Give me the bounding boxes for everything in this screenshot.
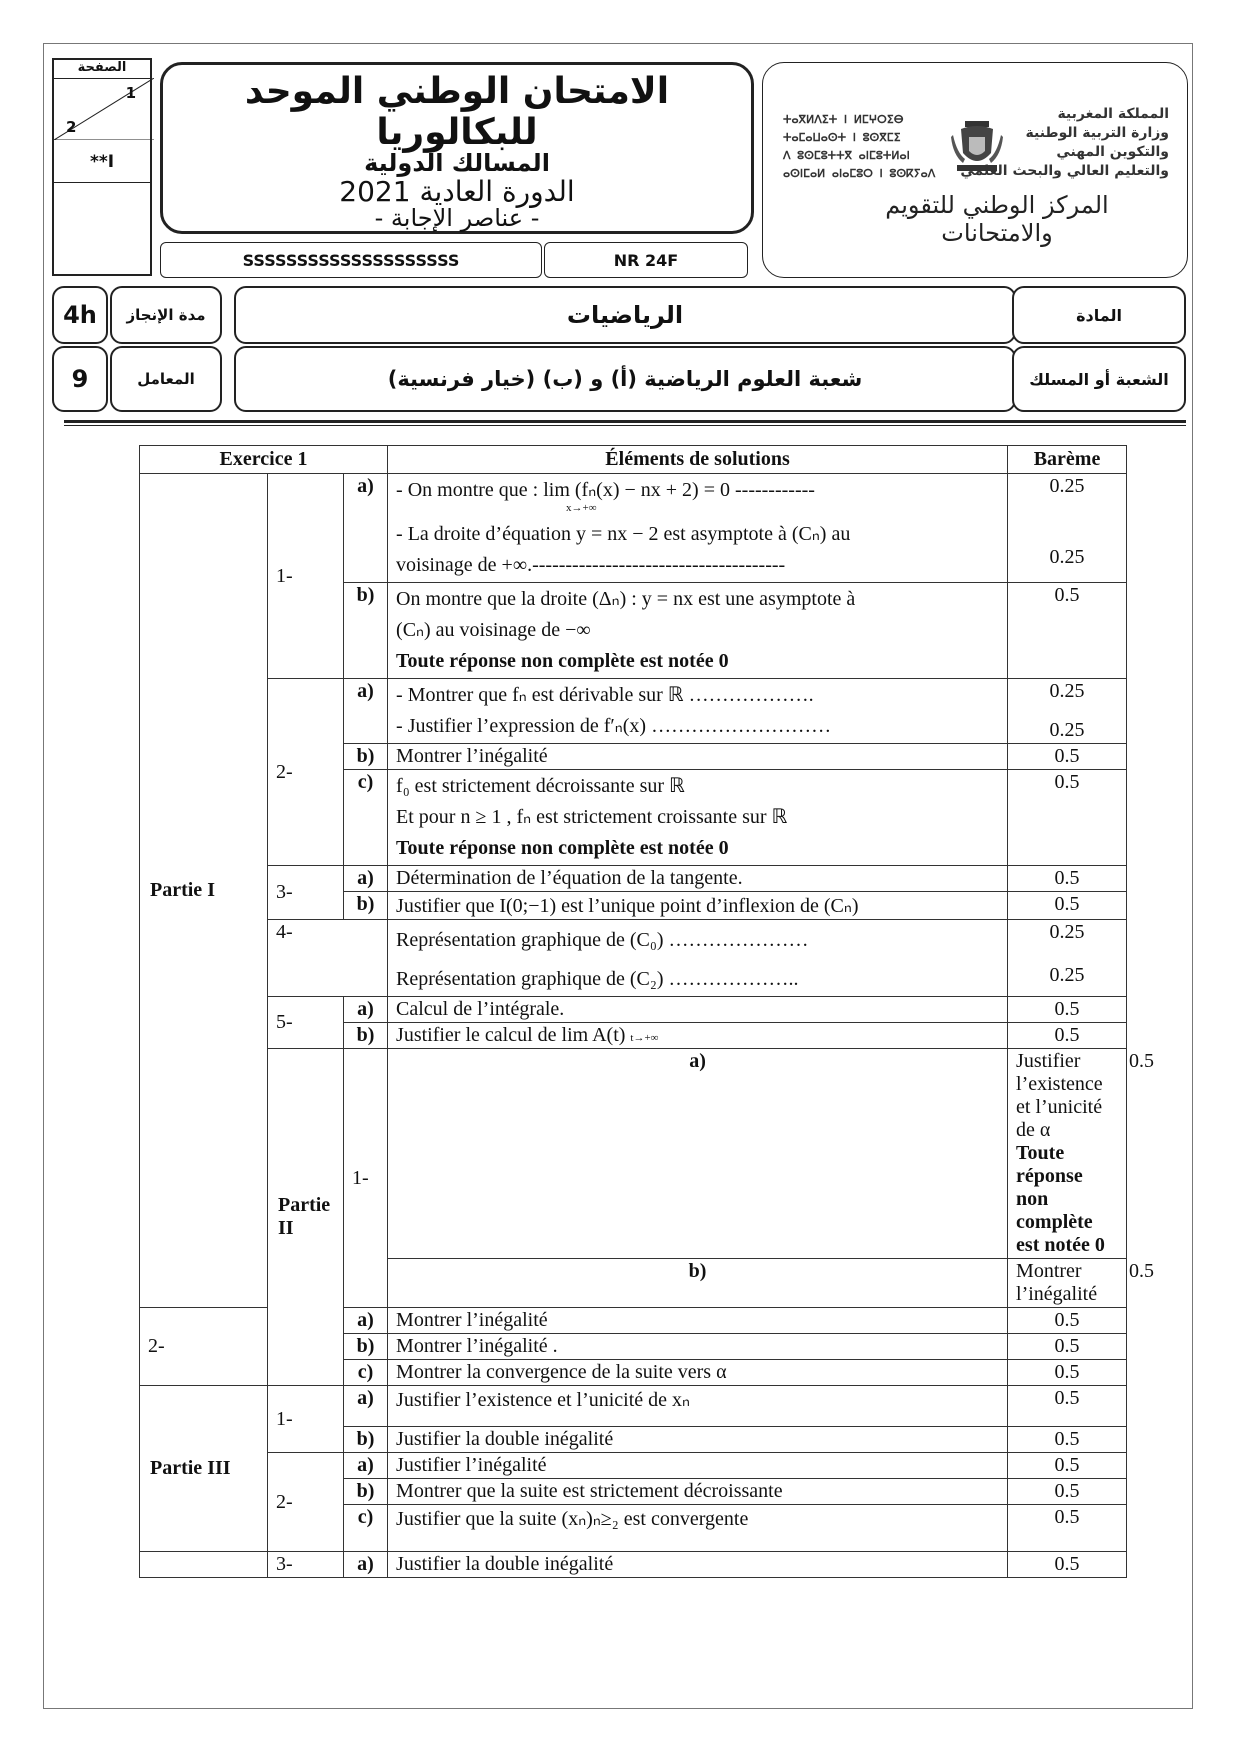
table-row [140,474,1127,583]
subquestion-letter: a) [388,1049,1008,1259]
bareme-cell [1008,474,1127,583]
solution-line: Montrer l’inégalité [1008,1259,1127,1308]
subquestion-letter: c) [344,1505,388,1552]
header-bareme: Barème [1008,446,1127,474]
table-row [140,866,1127,892]
subquestion-letter: a) [344,1453,388,1479]
page-code: **I [89,152,115,172]
header-solutions: Éléments de solutions [388,446,1008,474]
bareme-value: 0.5 [1008,1308,1127,1334]
bareme-value: 0.25 [1049,475,1085,497]
bareme-value: 0.5 [1008,1023,1127,1049]
exam-doc-type: - عناصر الإجابة - [374,204,540,232]
exam-title: الامتحان الوطني الموحد للبكالوريا [244,71,670,153]
solution-line: Justifier que I(0;−1) est l’unique point d’inflexion de (Cₙ) [388,892,1008,920]
question-number: 3- [268,866,344,920]
solution-line: Montrer que la suite est strictement décroissante [388,1479,1008,1505]
bareme-value: 0.5 [1008,1386,1127,1427]
subquestion-letter: b) [344,744,388,770]
bareme-value: 0.5 [1008,997,1127,1023]
table-row: b) Montrer l’inégalité 0.5 [140,1259,1127,1308]
subquestion-letter: b) [344,1479,388,1505]
tifinagh-ministry-name: ⵜⴰⴳⵍⴷⵉⵜ ⵏ ⵍⵎⵖⵔⵉⴱ ⵜⴰⵎⴰⵡⴰⵙⵜ ⵏ ⵓⵙⴳⵎⵉ ⴷ ⵓⵙⵎⵓⵜⵜⴳ ⴰⵏⵎⵓⵜⵍⴰⵏ ⴰⵙⵏⵎⴰⵍ ⴰⵏⴰⵎⵓⵔ ⵏ ⵓⵙⴽⵢⴰⴷ [783,113,936,180]
arabic-ministry-name: المملكة المغربية وزارة التربية الوطنية والتكوين المهني والتعليم العالي والبحث العلمي [960,106,1169,179]
exam-title-box [160,62,754,234]
subquestion-letter: b) [344,1334,388,1360]
page-label: الصفحة [54,60,150,79]
bareme-cell [1008,679,1127,744]
solution-line: f₀ est strictement décroissante sur ℝ [396,775,685,798]
branch-label: الشعبة أو المسلك [1012,346,1186,412]
subquestion-letter: a) [344,997,388,1023]
solution-line: Justifier que la suite (xₙ)ₙ≥₂ est convergente [388,1505,1008,1552]
subquestion-letter: a) [344,1552,388,1578]
solution-line: voisinage de +∞.-------------------------------------- [396,554,786,577]
subquestion-letter: c) [344,1360,388,1386]
national-center-name: المركز الوطني للتقويم والامتحانات [885,191,1109,247]
subquestion-letter: a) [344,474,388,583]
solution-line: Montrer l’inégalité [388,744,1008,770]
bareme-value: 0.25 [1049,719,1085,742]
exam-page [43,43,1193,1709]
question-number: 2- [268,1453,344,1552]
solution-line: - La droite d’équation y = nx − 2 est asymptote à (Cₙ) au [396,523,851,546]
grading-note: Toute réponse non complète est notée 0 [396,650,729,673]
question-number: 1- [268,1386,344,1453]
limit-subscript: x→+∞ [566,502,597,514]
bareme-value: 0.5 [1008,1505,1127,1552]
table-row [140,679,1127,744]
bareme-value: 0.5 [1008,744,1127,770]
bareme-value: 0.5 [1008,866,1127,892]
grading-note: Toute réponse non complète est notée 0 [1016,1142,1105,1257]
table-row: Partie II 1- a) Justifier l’existence et l’unicité de α Toute réponse non complète est notée 0 0.5 [140,1049,1127,1259]
page-number-box [52,58,152,276]
exam-track: المسالك الدولية [364,149,550,177]
bareme-value: 0.5 [1008,1427,1127,1453]
subquestion-letter: b) [344,1023,388,1049]
question-number: 1- [268,474,344,679]
bareme-value: 0.5 [1008,1453,1127,1479]
solution-line: - Justifier l’expression de f′ₙ(x) ……………………… [396,715,832,738]
branch-name: شعبة العلوم الرياضية (أ) و (ب) (خيار فرنسية) [234,346,1016,412]
solution-cell [1008,1049,1127,1259]
solution-cell [388,770,1008,866]
bareme-value: 0.5 [1008,1479,1127,1505]
question-number: 2- [268,679,344,866]
bareme-cell [1008,920,1127,997]
subquestion-letter: b) [344,1427,388,1453]
subquestion-letter: b) [344,892,388,920]
solution-line: Justifier l’inégalité [388,1453,1008,1479]
coefficient-label: المعامل [110,346,222,412]
solution-line: Calcul de l’intégrale. [388,997,1008,1023]
part-label: Partie I [140,474,268,1308]
bareme-value: 0.25 [1049,964,1085,987]
duration-value: 4h [52,286,108,344]
page-number: 1 [125,84,136,102]
solution-line: Justifier la double inégalité [388,1552,1008,1578]
subject-label: المادة [1012,286,1186,344]
bareme-value: 0.5 [1008,1360,1127,1386]
bareme-value: 0.25 [1049,546,1085,568]
duration-label: مدة الإنجاز [110,286,222,344]
solution-line: Justifier l’existence et l’unicité de xₙ [388,1386,1008,1427]
question-number: 3- [268,1552,344,1578]
header-divider-thin [64,425,1186,426]
question-number: 1- [344,1049,388,1308]
solution-cell [388,474,1008,583]
bareme-value: 0.5 [1008,1334,1127,1360]
grading-note: Toute réponse non complète est notée 0 [396,837,729,860]
bareme-value: 0.5 [1008,1552,1127,1578]
subquestion-letter: b) [388,1259,1008,1308]
exam-session: الدورة العادية 2021 [339,175,575,208]
header-exercise: Exercice 1 [140,446,388,474]
ministry-logo-box [762,62,1188,278]
solution-line: Justifier le calcul de lim A(t) [396,1024,626,1047]
solution-cell [388,679,1008,744]
subquestion-letter: a) [344,1308,388,1334]
subject-name: الرياضيات [234,286,1016,344]
solution-line: (Cₙ) au voisinage de −∞ [396,619,591,642]
header-divider [64,420,1186,423]
solution-line: - Montrer que fₙ est dérivable sur ℝ ………………. [396,684,814,707]
subquestion-letter: c) [344,770,388,866]
subquestion-letter: b) [344,583,388,679]
table-header-row [140,446,1127,474]
solution-cell [388,583,1008,679]
solution-line: Représentation graphique de (C₂) ……………….. [396,968,799,991]
empty-part-cell [140,1552,268,1578]
bareme-value: 0.5 [1008,892,1127,920]
bareme-value: 0.5 [1008,583,1127,679]
table-row [140,997,1127,1023]
table-row [140,1386,1127,1427]
coefficient-value: 9 [52,346,108,412]
question-number: 2- [140,1308,268,1386]
part-label: Partie III [140,1386,268,1552]
subquestion-letter: a) [344,866,388,892]
solution-line: Représentation graphique de (C₀) ………………… [396,929,809,952]
solution-line: On montre que la droite (Δₙ) : y = nx est une asymptote à [396,588,856,611]
solution-line: - On montre que : lim (fₙ(x) − nx + 2) = 0 ------------ [396,479,815,501]
question-number: 5- [268,997,344,1049]
subquestion-letter: a) [344,1386,388,1427]
solution-line: Justifier la double inégalité [388,1427,1008,1453]
solutions-table [139,445,1155,1578]
solution-line: Montrer l’inégalité [388,1308,1008,1334]
solution-cell [388,920,1008,997]
page-total: 2 [66,118,77,136]
solution-line: Et pour n ≥ 1 , fₙ est strictement croissante sur ℝ [396,806,788,829]
solution-line: Montrer la convergence de la suite vers α [388,1360,1008,1386]
page-box-divider [54,182,150,183]
solution-line: Montrer l’inégalité . [388,1334,1008,1360]
part-label: Partie II [268,1049,344,1386]
bareme-value: 0.25 [1049,921,1085,944]
solution-line: Justifier l’existence et l’unicité de α [1016,1050,1103,1142]
question-number: 4- [268,920,388,997]
exam-code-right: NR 24F [544,242,748,278]
solution-line: Détermination de l’équation de la tangente. [388,866,1008,892]
bareme-value: 0.5 [1008,770,1127,866]
exam-code-left: SSSSSSSSSSSSSSSSSSSS [160,242,542,278]
table-row [140,1453,1127,1479]
solution-cell [388,1023,1008,1049]
bareme-value: 0.25 [1049,680,1085,703]
table-row [140,1552,1127,1578]
subquestion-letter: a) [344,679,388,744]
limit-subscript: t→+∞ [630,1032,659,1045]
table-row [140,920,1127,997]
